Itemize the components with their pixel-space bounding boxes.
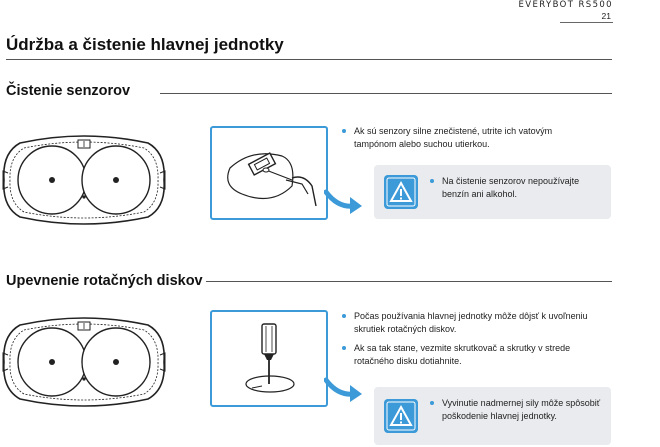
- screwdriver-illustration: [210, 310, 328, 407]
- arrow-icon: [324, 374, 364, 404]
- warning-text: Vyvinutie nadmernej sily môže spôsobiť poškodenie hlavnej jednotky.: [428, 397, 603, 422]
- sensor-cleaning-illustration: [210, 126, 328, 220]
- bullet-icon: [430, 401, 434, 405]
- section-divider: [160, 93, 612, 94]
- title-divider: [6, 59, 612, 60]
- page-title: Údržba a čistenie hlavnej jednotky: [6, 35, 284, 54]
- warning-box-discs: [374, 387, 611, 445]
- discs-bullet-list: [340, 310, 590, 374]
- brand-label: EVERYBOT RS500: [518, 0, 613, 10]
- list-item: Ak sa tak stane, vezmite skrutkovač a skrutky v strede rotačného disku dotiahnite.: [340, 342, 590, 367]
- section-divider: [206, 281, 612, 282]
- arrow-icon: [324, 186, 364, 216]
- warning-box-sensors: [374, 165, 611, 219]
- device-illustration: [2, 313, 166, 411]
- section-title-sensors: Čistenie senzorov: [6, 83, 131, 99]
- warning-text: Na čistenie senzorov nepoužívajte benzín ani alkohol.: [428, 175, 603, 200]
- device-illustration: [2, 131, 166, 229]
- page-number: 21: [601, 11, 611, 21]
- sensors-bullet-list: [340, 125, 590, 157]
- warning-icon: [384, 175, 418, 209]
- section-title-discs: Upevnenie rotačných diskov: [6, 273, 203, 289]
- bullet-icon: [430, 179, 434, 183]
- warning-icon: [384, 399, 418, 433]
- bullet-icon: [342, 314, 346, 318]
- list-item: Počas používania hlavnej jednotky môže dôjsť k uvoľneniu skrutiek rotačných diskov.: [340, 310, 590, 335]
- bullet-icon: [342, 346, 346, 350]
- header-divider: [560, 22, 613, 23]
- list-item: Ak sú senzory silne znečistené, utrite ich vatovým tampónom alebo suchou utierkou.: [340, 125, 590, 150]
- bullet-icon: [342, 129, 346, 133]
